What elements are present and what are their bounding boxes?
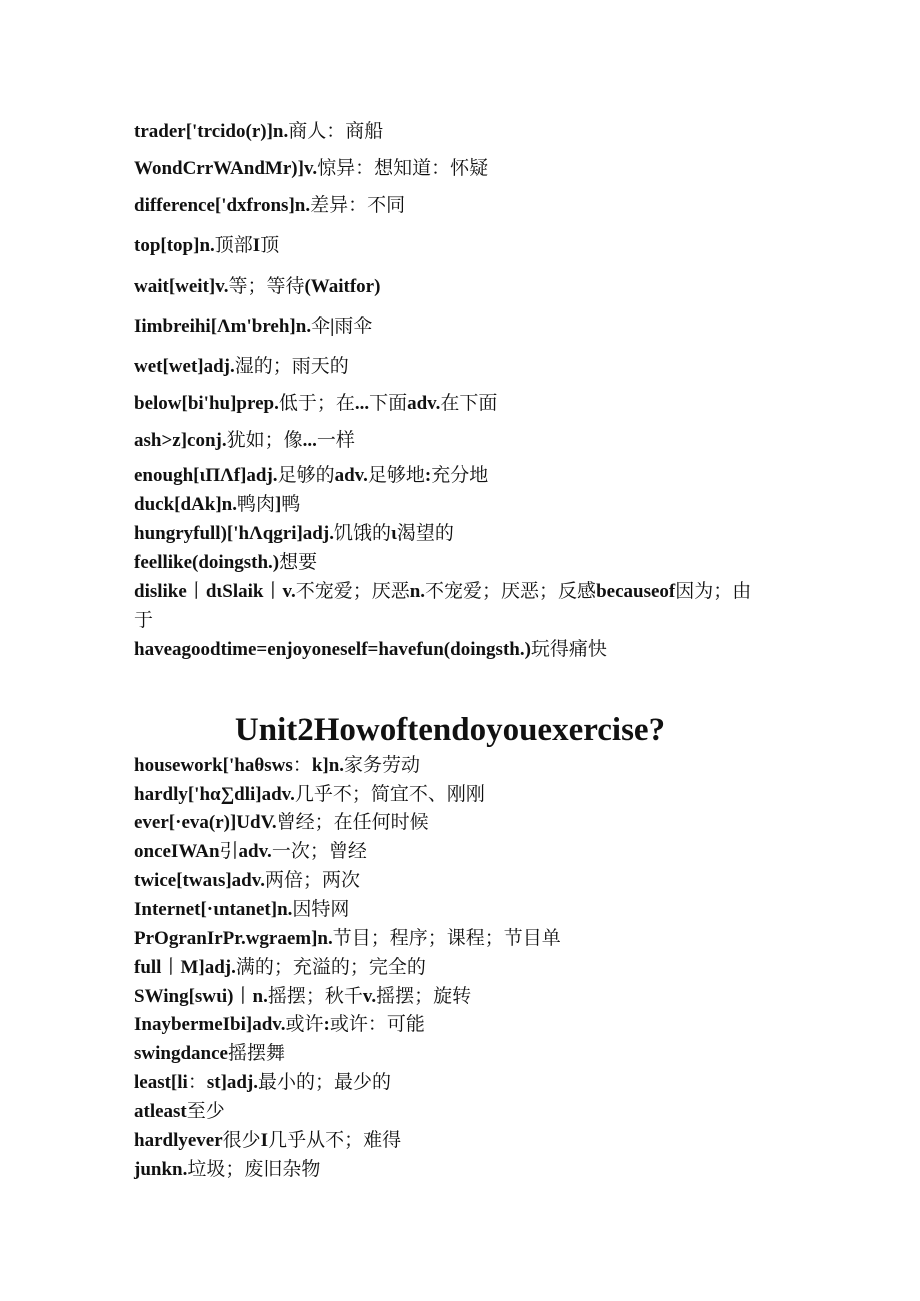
vocab-entry-duck: duck[dAk]n.鸭肉]鸭 (134, 493, 301, 515)
vocab-entry-umbrella: Iimbreihi[Λm'breh]n.伞|雨伞 (134, 315, 373, 337)
vocab-entry-wet: wet[wet]adj.湿的；雨天的 (134, 355, 349, 377)
vocab-entry-below: below[bi'hu]prep.低于；在...下面adv.在下面 (134, 392, 498, 414)
vocab-entry-ever: ever[·eva(r)]UdV.曾经；在任何时候 (134, 811, 429, 833)
unit2-heading: Unit2Howoftendoyouexercise? (234, 712, 666, 748)
vocab-entry-junk: junkn.垃圾；废旧杂物 (134, 1158, 321, 1180)
vocab-entry-internet: Internet[·ιntanet]n.因特网 (134, 898, 350, 920)
vocab-entry-top: top[top]n.顶部I顶 (134, 234, 280, 256)
vocab-entry-hardly: hardly['hα∑dli]adv.几乎不；简宜不、刚刚 (134, 783, 485, 805)
vocab-entry-program: PrOgranIrPr.wgraem]n.节目；程序；课程；节目单 (134, 927, 561, 949)
vocab-entry-once: onceIWAn引adv.一次；曾经 (134, 840, 367, 862)
vocab-entry-have-a-good-time: haveagoodtime=enjoyoneself=havefun(doingsth.)玩得痛快 (134, 638, 607, 660)
vocab-entry-housework: housework['haθsws：k]n.家务劳动 (134, 754, 421, 776)
vocab-entry-maybe: InaybermeIbi]adv.或许:或许：可能 (134, 1013, 425, 1035)
vocab-entry-enough: enough[ιΠΛf]adj.足够的adv.足够地:充分地 (134, 464, 489, 486)
vocab-entry-difference: difference['dxfrons]n.差异：不同 (134, 194, 406, 216)
vocab-entry-trader: trader['trcido(r)]n.商人：商船 (134, 120, 384, 142)
vocab-entry-wait: wait[weit]v.等；等待(Waitfor) (134, 275, 381, 297)
vocab-entry-full: full丨M]adj.满的；充溢的；完全的 (134, 956, 426, 978)
vocab-entry-dislike: dislike丨dιSlaik丨v.不宠爱；厌恶n.不宠爱；厌恶；反感becauseof因为；由于 (134, 580, 752, 631)
vocab-entry-hardly-ever: hardlyever很少I几乎从不；难得 (134, 1129, 402, 1151)
vocab-entry-least: least[li：st]adj.最小的；最少的 (134, 1071, 392, 1093)
vocab-entry-swing: SWing[swιi)丨n.摇摆；秋千v.摇摆；旋转 (134, 985, 472, 1007)
vocab-entry-as: ash>z]conj.犹如；像...一样 (134, 429, 355, 451)
vocab-entry-wonder: WondCrrWAndMr)]v.惊异：想知道：怀疑 (134, 157, 489, 179)
vocab-entry-twice: twice[twaιs]adv.两倍；两次 (134, 869, 360, 891)
vocab-entry-feel-like: feellike(doingsth.)想要 (134, 551, 318, 573)
vocab-entry-hungry: hungryfull)['hΛqgri]adj.饥饿的ι渴望的 (134, 522, 454, 544)
vocab-entry-swing-dance: swingdance摇摆舞 (134, 1042, 285, 1064)
vocab-entry-at-least: atleast至少 (134, 1100, 225, 1122)
